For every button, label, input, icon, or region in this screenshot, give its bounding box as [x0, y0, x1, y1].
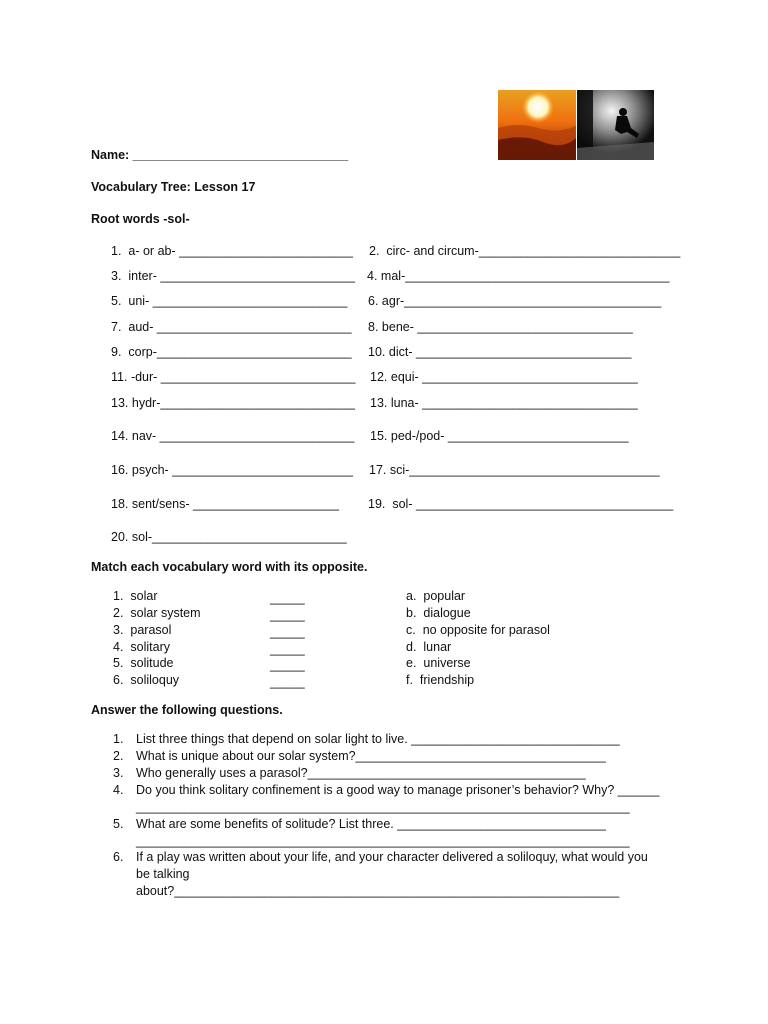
- opposite-option: c. no opposite for parasol: [406, 623, 550, 637]
- list-item[interactable]: 7. aud- ____________________________: [111, 320, 352, 334]
- question-num: 1.: [113, 732, 124, 746]
- question-text: be talking: [136, 867, 190, 881]
- worksheet-title: Vocabulary Tree: Lesson 17: [91, 180, 256, 194]
- name-line[interactable]: Name: _______________________________: [91, 148, 349, 162]
- list-item[interactable]: 18. sent/sens- _____________________: [111, 497, 340, 511]
- list-item[interactable]: 14. nav- ____________________________: [111, 429, 355, 443]
- question-text: If a play was written about your life, and your character delivered a soliloquy, what would you: [136, 850, 648, 864]
- list-item[interactable]: 10. dict- _______________________________: [368, 345, 632, 359]
- question-num: 2.: [113, 749, 124, 763]
- question-num: 3.: [113, 766, 124, 780]
- question-num: 4.: [113, 783, 124, 797]
- list-item[interactable]: 13. hydr-____________________________: [111, 396, 356, 410]
- list-item[interactable]: 15. ped-/pod- __________________________: [370, 429, 629, 443]
- list-item[interactable]: 3. inter- ____________________________: [111, 269, 355, 283]
- match-blank[interactable]: _____: [270, 625, 305, 639]
- opposite-option: a. popular: [406, 589, 466, 603]
- list-item[interactable]: 19. sol- _____________________________________: [368, 497, 674, 511]
- opposite-option: e. universe: [406, 656, 471, 670]
- list-item[interactable]: 1. a- or ab- _________________________: [111, 244, 353, 258]
- question-num: 6.: [113, 850, 124, 864]
- match-blank[interactable]: _____: [270, 608, 305, 622]
- list-item[interactable]: 2. circ- and circum-_____________________________: [369, 244, 681, 258]
- question-text[interactable]: What is unique about our solar system?____________________________________: [136, 749, 606, 763]
- list-item[interactable]: 9. corp-____________________________: [111, 345, 352, 359]
- list-item[interactable]: 16. psych- __________________________: [111, 463, 353, 477]
- match-word: 6. soliloquy: [113, 673, 180, 687]
- solitary-figure-image: [577, 90, 654, 160]
- answer-line[interactable]: about?________________________________________________________________: [136, 884, 620, 898]
- answer-line[interactable]: _______________________________________________________________________: [136, 834, 630, 848]
- list-item[interactable]: 17. sci-____________________________________: [369, 463, 660, 477]
- list-item[interactable]: 20. sol-____________________________: [111, 530, 347, 544]
- list-item[interactable]: 13. luna- _______________________________: [370, 396, 638, 410]
- match-word: 5. solitude: [113, 656, 174, 670]
- opposite-option: d. lunar: [406, 640, 452, 654]
- list-item[interactable]: 12. equi- _______________________________: [370, 370, 638, 384]
- match-word: 2. solar system: [113, 606, 201, 620]
- questions-heading: Answer the following questions.: [91, 703, 283, 717]
- match-word: 4. solitary: [113, 640, 170, 654]
- opposite-option: f. friendship: [406, 673, 475, 687]
- question-num: 5.: [113, 817, 124, 831]
- question-text[interactable]: What are some benefits of solitude? List three. ______________________________: [136, 817, 606, 831]
- list-item[interactable]: 4. mal-______________________________________: [367, 269, 670, 283]
- question-text[interactable]: Who generally uses a parasol?________________________________________: [136, 766, 586, 780]
- match-blank[interactable]: _____: [270, 642, 305, 656]
- match-word: 1. solar: [113, 589, 158, 603]
- list-item[interactable]: 5. uni- ____________________________: [111, 294, 348, 308]
- match-heading: Match each vocabulary word with its opposite.: [91, 560, 368, 574]
- list-item[interactable]: 6. agr-_____________________________________: [368, 294, 662, 308]
- question-text[interactable]: Do you think solitary confinement is a good way to manage prisoner’s behavior? Why? ______: [136, 783, 660, 797]
- list-item[interactable]: 11. -dur- ____________________________: [111, 370, 356, 384]
- match-blank[interactable]: _____: [270, 675, 305, 689]
- list-item[interactable]: 8. bene- _______________________________: [368, 320, 633, 334]
- match-word: 3. parasol: [113, 623, 172, 637]
- sunset-image: [498, 90, 576, 160]
- question-text[interactable]: List three things that depend on solar light to live. ______________________________: [136, 732, 620, 746]
- opposite-option: b. dialogue: [406, 606, 471, 620]
- root-words-heading: Root words -sol-: [91, 212, 190, 226]
- match-blank[interactable]: _____: [270, 658, 305, 672]
- answer-line[interactable]: _______________________________________________________________________: [136, 800, 630, 814]
- match-blank[interactable]: _____: [270, 591, 305, 605]
